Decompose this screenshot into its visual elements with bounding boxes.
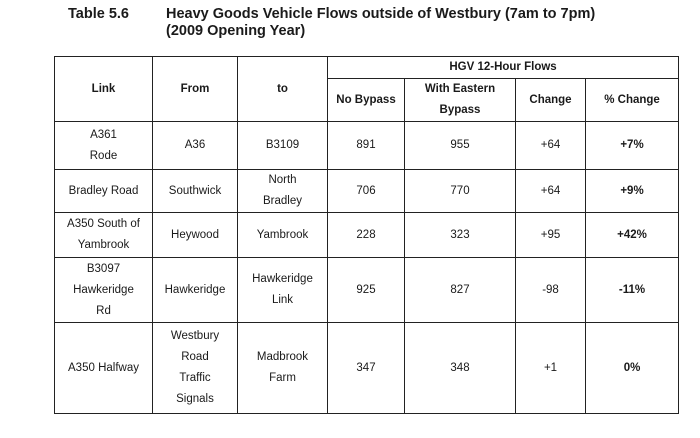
table-title [166,6,686,40]
header-no-bypass: No Bypass [328,79,405,122]
table-row [55,323,679,414]
cell-with-bypass: 770 [405,170,516,213]
cell-to: B3109 [238,122,328,170]
cell-to: Hawkeridge Link [238,258,328,323]
cell-no-bypass: 706 [328,170,405,213]
header-link: Link [55,57,153,122]
cell-from: A36 [153,122,238,170]
cell-change: +1 [516,323,586,414]
cell-link: A361 Rode [55,122,153,170]
cell-pct-change: +42% [586,213,679,258]
cell-to: Yambrook [238,213,328,258]
cell-from: Southwick [153,170,238,213]
cell-no-bypass: 347 [328,323,405,414]
table-row [55,170,679,213]
cell-pct-change: +9% [586,170,679,213]
cell-change: +64 [516,170,586,213]
header-hgv-group: HGV 12-Hour Flows [328,57,679,79]
cell-no-bypass: 891 [328,122,405,170]
header-pct-change: % Change [586,79,679,122]
cell-change: +64 [516,122,586,170]
table-row [55,258,679,323]
hgv-flows-table [54,56,679,414]
cell-to: North Bradley [238,170,328,213]
cell-change: -98 [516,258,586,323]
cell-with-bypass: 827 [405,258,516,323]
cell-from: Westbury Road Traffic Signals [153,323,238,414]
cell-with-bypass: 348 [405,323,516,414]
cell-pct-change: 0% [586,323,679,414]
cell-link: A350 Halfway [55,323,153,414]
table-number: Table 5.6 [68,6,129,22]
header-row-top [55,57,679,79]
cell-with-bypass: 955 [405,122,516,170]
table-row [55,122,679,170]
table-row [55,213,679,258]
header-with-bypass: With Eastern Bypass [405,79,516,122]
cell-change: +95 [516,213,586,258]
cell-from: Heywood [153,213,238,258]
cell-no-bypass: 925 [328,258,405,323]
cell-from: Hawkeridge [153,258,238,323]
cell-link: A350 South of Yambrook [55,213,153,258]
header-change: Change [516,79,586,122]
table-title-line-2: (2009 Opening Year) [166,23,306,39]
cell-pct-change: +7% [586,122,679,170]
header-to: to [238,57,328,122]
header-from: From [153,57,238,122]
table-title-line-1: Heavy Goods Vehicle Flows outside of Westbury (7am to 7pm) [166,6,596,22]
cell-to: Madbrook Farm [238,323,328,414]
cell-link: B3097 Hawkeridge Rd [55,258,153,323]
cell-pct-change: -11% [586,258,679,323]
cell-with-bypass: 323 [405,213,516,258]
cell-no-bypass: 228 [328,213,405,258]
cell-link: Bradley Road [55,170,153,213]
